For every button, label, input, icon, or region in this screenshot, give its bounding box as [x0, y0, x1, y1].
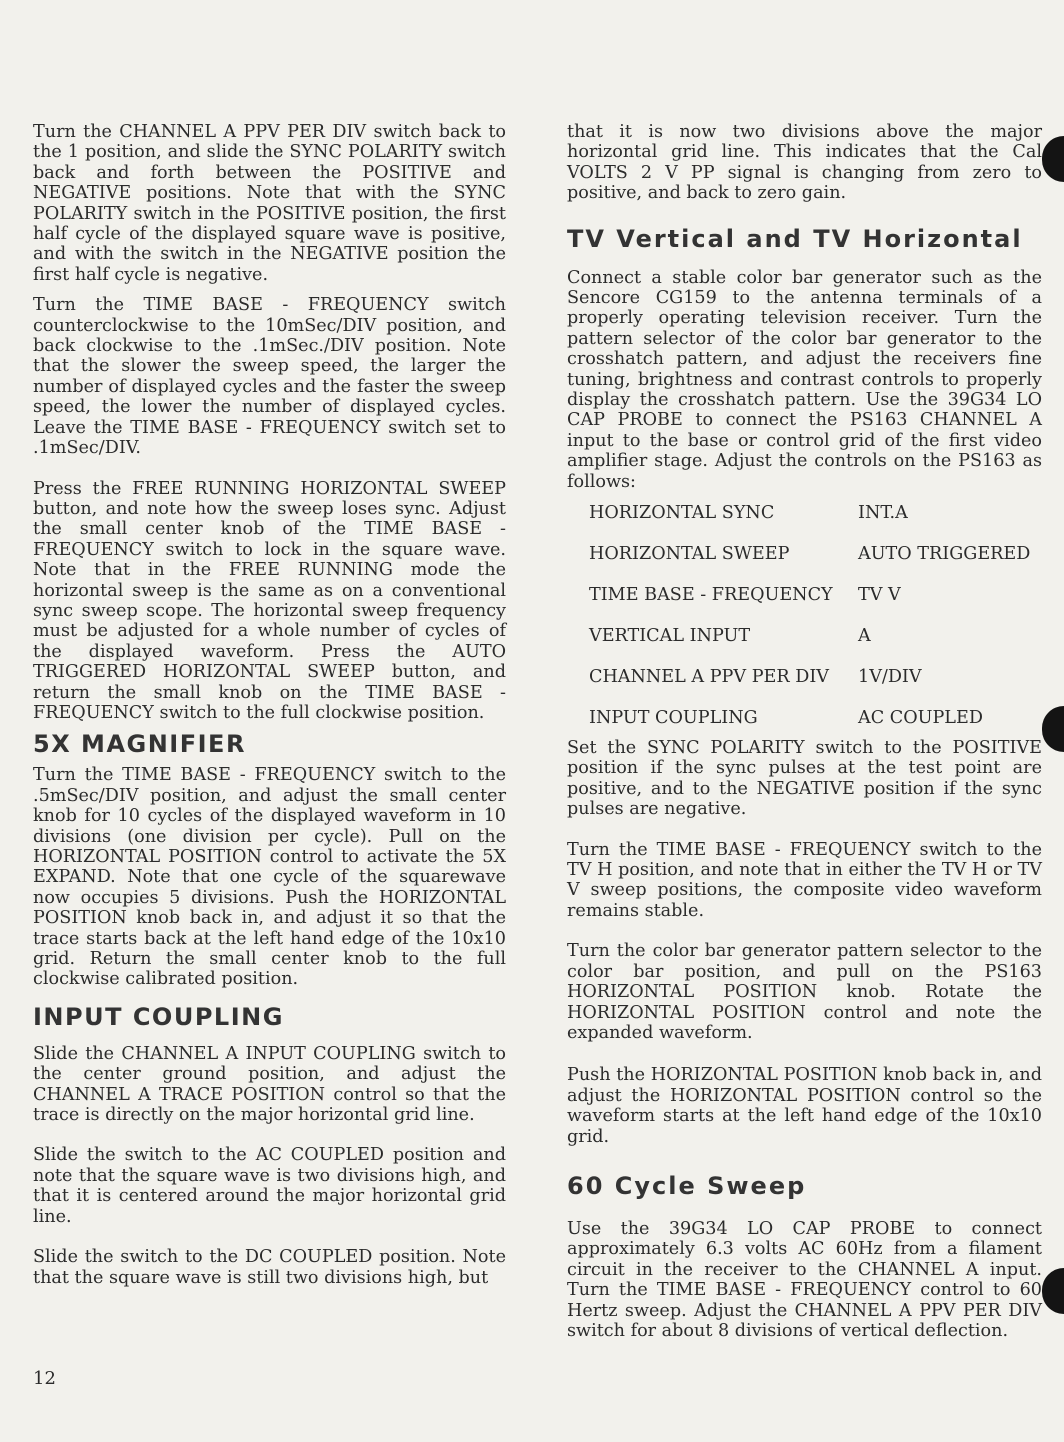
setting-value: AC COUPLED [858, 707, 983, 728]
settings-row [589, 708, 1030, 738]
setting-label: TIME BASE - FREQUENCY [589, 584, 833, 605]
setting-value: AUTO TRIGGERED [858, 544, 1031, 564]
setting-value: TV V [858, 584, 901, 605]
paragraph: Turn the TIME BASE - FREQUENCY switch to the .5mSec/DIV position, and adjust the small center knob for 10 cycles of the displayed waveform in 10 divisions (one division per cycle). Pull on the HORIZONTAL POSITION control to activate the 5X EXPAND. Note that one cycle of the squarewave now occupies 5 divisions. Push the HORIZONTAL POSITION knob back in, and adjust it so that the trace starts back at the left hand edge of the 10x10 grid. Return the small center knob to the full clockwise calibrated position. [33, 765, 506, 990]
paragraph: Press the FREE RUNNING HORIZONTAL SWEEP button, and note how the sweep loses sync. Adjust the small center knob of the TIME BASE - FREQUENCY switch to lock in the square wave. Note that in the FREE RUNNING mode the horizontal sweep is the same as on a conventional sync sweep scope. The horizontal sweep frequency must be adjusted for a whole number of cycles of the displayed waveform. Press the AUTO TRIGGERED HORIZONTAL SWEEP button, and return the small knob on the TIME BASE - FREQUENCY switch to the full clockwise position. [33, 478, 506, 723]
setting-value: A [858, 625, 871, 646]
paragraph: Turn the TIME BASE - FREQUENCY switch to the TV H position, and note that in either the TV H or TV V sweep positions, the composite video waveform remains stable. [567, 839, 1042, 921]
section-heading-60-cycle: 60 Cycle Sweep [567, 1171, 807, 1200]
binding-hole-bottom [1042, 1268, 1064, 1314]
settings-row [589, 667, 1030, 708]
paragraph: Turn the color bar generator pattern selector to the color bar position, and pull on the PS163 HORIZONTAL POSITION knob. Rotate the HORIZONTAL POSITION control and note the expanded waveform. [567, 941, 1042, 1043]
paragraph: Slide the CHANNEL A INPUT COUPLING switch to the center ground position, and adjust the CHANNEL A TRACE POSITION control so that the trace is directly on the major horizontal grid line. [33, 1043, 506, 1126]
setting-label: HORIZONTAL SYNC [589, 503, 775, 524]
setting-value: 1V/DIV [858, 666, 922, 687]
paragraph: Turn the TIME BASE - FREQUENCY switch counterclockwise to the 10mSec/DIV position, and back clockwise to the .1mSec./DIV position. Note that the slower the sweep speed, the larger the number of displayed cycles and the faster the sweep speed, the lower the number of displayed cycles. Leave the TIME BASE - FREQUENCY switch set to .1mSec/DIV. [33, 295, 506, 459]
binding-hole-middle [1042, 706, 1064, 752]
setting-label: INPUT COUPLING [589, 707, 758, 728]
settings-row [589, 585, 1030, 626]
paragraph: Slide the switch to the DC COUPLED position. Note that the square wave is still two divisions high, but [33, 1247, 506, 1288]
paragraph: Use the 39G34 LO CAP PROBE to connect approximately 6.3 volts AC 60Hz from a filament circuit in the receiver to the CHANNEL A input. Turn the TIME BASE - FREQUENCY control to 60 Hertz sweep. Adjust the CHANNEL A PPV PER DIV switch for about 8 divisions of vertical deflection. [567, 1218, 1042, 1341]
paragraph: that it is now two divisions above the major horizontal grid line. This indicates that the Cal VOLTS 2 V PP signal is changing from zero to positive, and back to zero gain. [567, 122, 1042, 204]
settings-row [589, 544, 1030, 585]
section-heading-tv: TV Vertical and TV Horizontal [567, 224, 1023, 253]
setting-label: CHANNEL A PPV PER DIV [589, 666, 829, 687]
page-number: 12 [33, 1368, 56, 1389]
section-heading-magnifier: 5X MAGNIFIER [33, 730, 246, 759]
paragraph: Push the HORIZONTAL POSITION knob back in, and adjust the HORIZONTAL POSITION control so the waveform starts at the left hand edge of the 10x10 grid. [567, 1065, 1042, 1147]
setting-value: INT.A [858, 503, 908, 524]
settings-row [589, 503, 1030, 544]
settings-row [589, 626, 1030, 667]
paragraph: Slide the switch to the AC COUPLED position and note that the square wave is two divisions high, and that it is centered around the major horizontal grid line. [33, 1145, 506, 1227]
paragraph: Connect a stable color bar generator such as the Sencore CG159 to the antenna terminals of a properly operating television receiver. Turn the pattern selector of the color bar generator to the crosshatch pattern, and adjust the receivers fine tuning, brightness and contrast controls to properly display the crosshatch pattern. Use the 39G34 LO CAP PROBE to connect the PS163 CHANNEL A input to the base or control grid of the first video amplifier stage. Adjust the controls on the PS163 as follows: [567, 267, 1042, 492]
paragraph: Turn the CHANNEL A PPV PER DIV switch back to the 1 position, and slide the SYNC POLARITY switch back and forth between the POSITIVE and NEGATIVE positions. Note that with the SYNC POLARITY switch in the POSITIVE position, the first half cycle of the displayed square wave is positive, and with the switch in the NEGATIVE position the first half cycle is negative. [33, 122, 506, 285]
left-column [33, 122, 506, 1288]
section-heading-input-coupling: INPUT COUPLING [33, 1002, 284, 1031]
binding-hole-top [1042, 136, 1064, 182]
setting-label: HORIZONTAL SWEEP [589, 544, 790, 564]
settings-table [589, 503, 1030, 738]
right-column [567, 122, 1042, 1341]
paragraph: Set the SYNC POLARITY switch to the POSITIVE position if the sync pulses at the test point are positive, and to the NEGATIVE position if the sync pulses are negative. [567, 738, 1042, 820]
setting-label: VERTICAL INPUT [589, 625, 751, 646]
